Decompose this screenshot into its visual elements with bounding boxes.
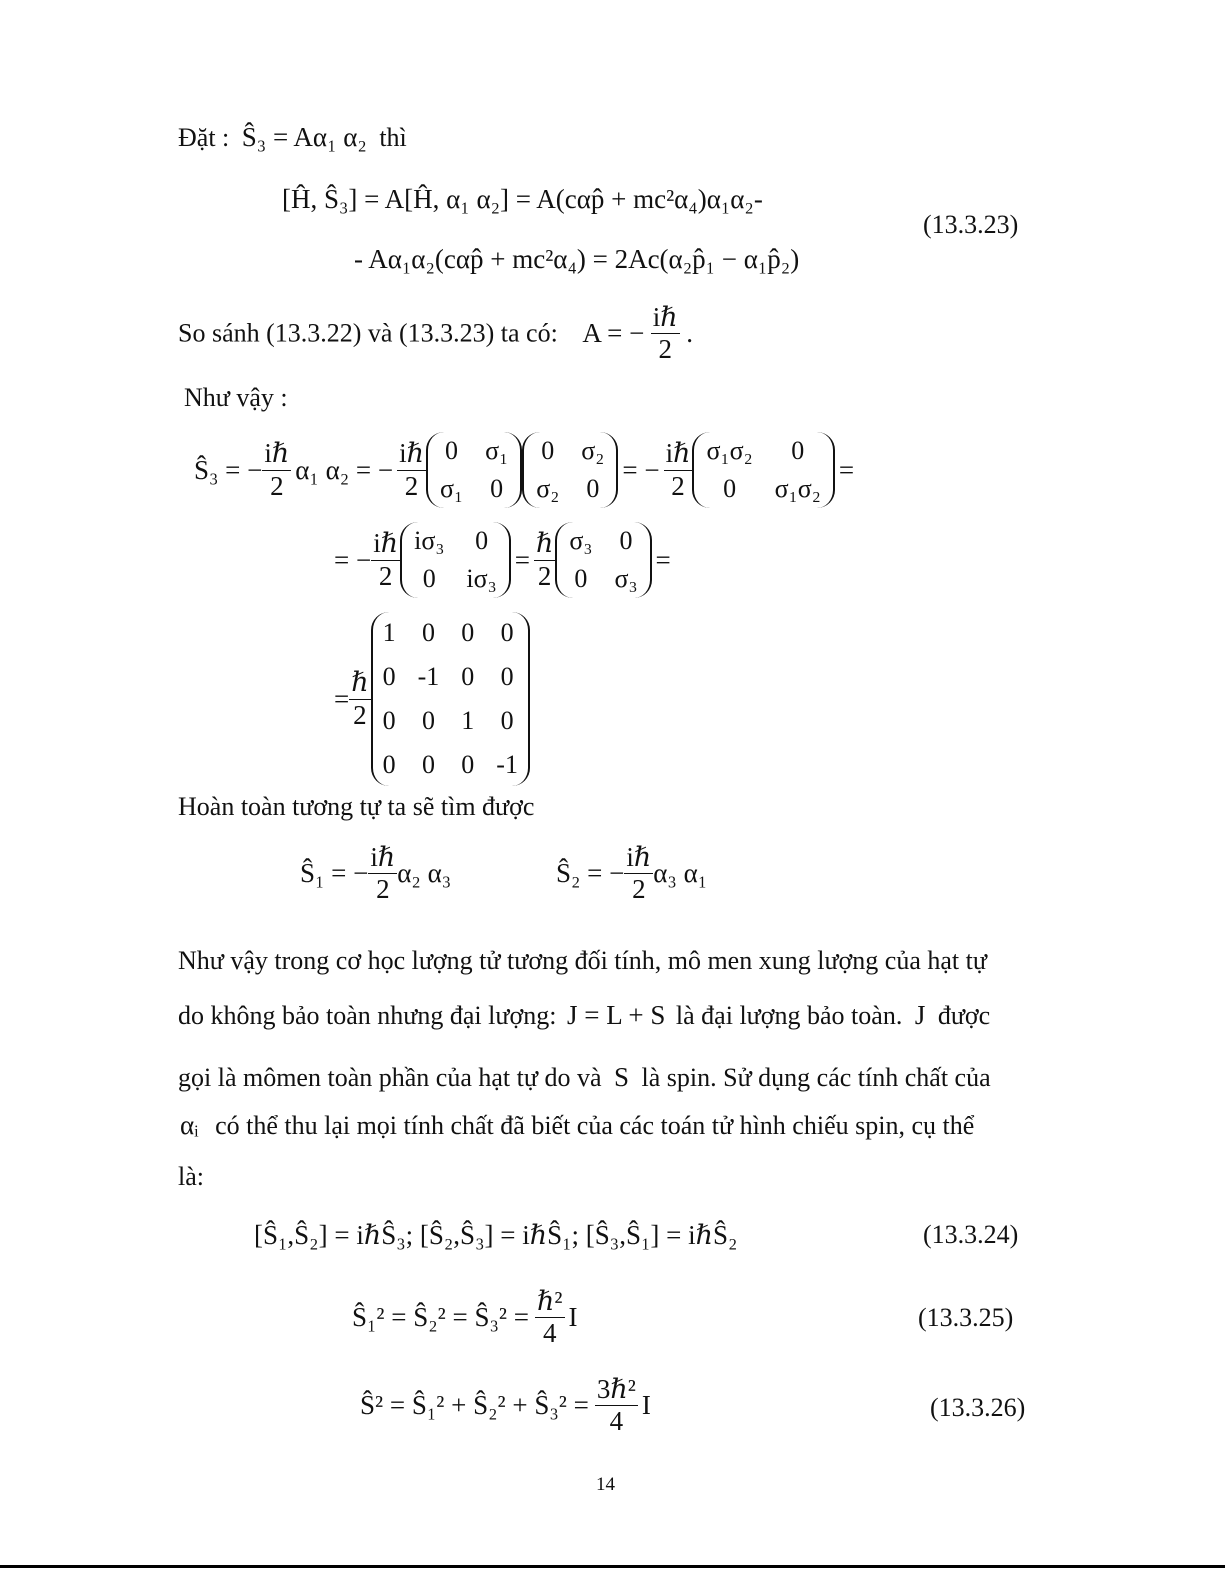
para-line5: là: [178, 1162, 204, 1191]
matrix-cell: 0 [421, 706, 435, 735]
eq24-number: (13.3.24) [923, 1220, 1019, 1249]
para-l4-text: có thể thu lại mọi tính chất đã biết của các toán tử hình chiếu spin, cụ thể [215, 1111, 975, 1140]
eq23-row2: - Aα₁α₂(cαp̂ + mc²α₄) = 2Ac(α₂p̂₁ − α₁p̂₂) [354, 244, 800, 274]
matrix-cell: 0 [461, 750, 475, 779]
s1-equation [300, 842, 451, 905]
matrix-4x4 [371, 612, 530, 786]
matrix-cell: 1 [382, 618, 396, 647]
matrix-cell: iσ₃ [414, 526, 445, 555]
s3-row1 [194, 432, 854, 508]
para-l4-alpha: αᵢ [180, 1110, 199, 1140]
matrix-cell: 0 [461, 618, 475, 647]
matrix-cell: 0 [490, 474, 504, 503]
page-number: 14 [596, 1474, 615, 1495]
matrix-cell: 0 [445, 436, 459, 465]
para-l3-text: gọi là mômen toàn phần của hạt tự do và [178, 1063, 602, 1092]
para-l2-J: J [914, 1000, 926, 1030]
compare-num: iℏ [651, 302, 680, 334]
s3-f6-den: 2 [353, 699, 367, 730]
bottom-rule [0, 1565, 1225, 1568]
s3-f2-den: 2 [404, 470, 419, 501]
eq26-body [360, 1374, 651, 1437]
s3-mid: = − [622, 454, 660, 485]
eq25-tail: I [568, 1302, 578, 1333]
matrix-cell: 0 [382, 706, 396, 735]
para-l2-equation: J = L + S [566, 1000, 666, 1030]
s3-frac4 [371, 528, 400, 591]
dat-tail: thì [379, 123, 407, 152]
s1-num: iℏ [368, 842, 397, 874]
matrix-cell: 0 [461, 662, 475, 691]
matrix-cell: 0 [421, 750, 435, 779]
s3-end: = [838, 454, 855, 485]
matrix-cell: σ₂ [536, 474, 560, 503]
matrix-cell: 0 [422, 564, 436, 593]
para-l2-text2: là đại lượng bảo toàn. [675, 1001, 903, 1030]
matrix-cell: 0 [500, 662, 514, 691]
s1-lhs: Ŝ₁ = − [300, 858, 369, 889]
matrix-cell: 0 [421, 618, 435, 647]
s2-num: iℏ [624, 842, 653, 874]
eq26-fraction [595, 1374, 638, 1437]
dat-equation: Ŝ₃ = Aα₁ α₂ [241, 122, 367, 152]
s2-tail: α₃ α₁ [653, 858, 708, 889]
eq25-body [352, 1286, 578, 1349]
matrix-alpha2 [522, 432, 618, 508]
matrix-cell: σ₂ [581, 436, 605, 465]
matrix-cell: 1 [461, 706, 475, 735]
matrix-cell: σ₁ [485, 436, 509, 465]
matrix-cell: σ₃ [614, 564, 638, 593]
para-line1: Như vậy trong cơ học lượng tử tương đối tính, mô men xung lượng của hạt tự [178, 946, 987, 975]
s3-f3-num: iℏ [664, 438, 693, 470]
matrix-cell: σ₁σ₂ [706, 436, 753, 465]
compare-line [178, 302, 693, 365]
s3-frac1 [262, 438, 291, 501]
s3-f2-num: iℏ [397, 438, 426, 470]
matrix-cell: iσ₃ [466, 564, 497, 593]
eq26-den: 4 [609, 1406, 624, 1437]
matrix-cell: 0 [382, 750, 396, 779]
matrix-cell: 0 [475, 526, 489, 555]
s2-lhs: Ŝ₂ = − [556, 858, 625, 889]
matrix-cell: -1 [496, 750, 518, 779]
eq23-number: (13.3.23) [923, 210, 1019, 239]
dat-label: Đặt : [178, 123, 230, 152]
s1-fraction [368, 842, 397, 905]
compare-fraction [651, 302, 680, 365]
eq25-number: (13.3.25) [918, 1303, 1014, 1332]
s2-equation [556, 842, 707, 905]
eq26-tail: I [641, 1390, 651, 1421]
matrix-cell: σ₁ [440, 474, 464, 503]
s3-frac6 [349, 667, 370, 730]
nhu-vay-label: Như vậy : [184, 383, 288, 412]
compare-dot: . [686, 318, 693, 349]
matrix-sigma3 [555, 522, 651, 598]
para-line4 [180, 1110, 974, 1141]
compare-text: So sánh (13.3.22) và (13.3.23) ta có: [178, 318, 558, 348]
para-line2 [178, 1000, 990, 1031]
hoan-toan-line: Hoàn toàn tương tự ta sẽ tìm được [178, 792, 535, 821]
matrix-cell: 0 [500, 618, 514, 647]
s3-f1-den: 2 [270, 470, 284, 501]
eq23-row1: [Ĥ, Ŝ₃] = A[Ĥ, α₁ α₂] = A(cαp̂ + mc²α₄)α₁α₂- [282, 184, 763, 214]
s3-row2-lhs: = − [334, 544, 372, 575]
para-line3 [178, 1062, 991, 1093]
eq26-lhs: Ŝ² = Ŝ₁² + Ŝ₂² + Ŝ₃² = [360, 1390, 589, 1421]
s3-f3-den: 2 [671, 470, 685, 501]
matrix-cell: 0 [382, 662, 396, 691]
matrix-cell: 0 [723, 474, 737, 503]
eq26-number: (13.3.26) [930, 1393, 1026, 1422]
eq25-den: 4 [543, 1318, 557, 1349]
matrix-isigma3 [400, 522, 511, 598]
matrix-cell: 0 [619, 526, 633, 555]
para-l2-text: do không bảo toàn nhưng đại lượng: [178, 1001, 557, 1030]
s2-den: 2 [632, 874, 646, 905]
eq26-num: 3ℏ² [595, 1374, 638, 1406]
s3-row2-mid: = [514, 544, 530, 575]
matrix-cell: -1 [417, 662, 440, 691]
dat-line [178, 122, 407, 153]
matrix-cell: 0 [574, 564, 588, 593]
s3-part1: α₁ α₂ = − [295, 454, 394, 485]
matrix-cell: σ₁σ₂ [774, 474, 821, 503]
s3-row2-end: = [655, 544, 671, 575]
s3-row3-lhs: = [334, 683, 350, 714]
s3-f5-num: ℏ [534, 528, 555, 560]
eq24-body: [Ŝ₁,Ŝ₂] = iℏŜ₃; [Ŝ₂,Ŝ₃] = iℏŜ₁; [Ŝ₃,Ŝ₁] = iℏŜ₂ [254, 1220, 738, 1250]
s3-frac2 [397, 438, 426, 501]
matrix-cell: 0 [791, 436, 805, 465]
s3-lhs: Ŝ₃ = − [194, 454, 263, 485]
para-l3-text2: là spin. Sử dụng các tính chất của [641, 1063, 991, 1092]
s3-f6-num: ℏ [349, 667, 370, 699]
s3-f4-den: 2 [378, 560, 393, 591]
s1-den: 2 [376, 874, 390, 905]
matrix-sigma12 [692, 432, 834, 508]
s3-row3 [334, 612, 530, 786]
s3-f1-num: iℏ [262, 438, 291, 470]
eq25-num: ℏ² [535, 1286, 564, 1318]
matrix-cell: σ₃ [569, 526, 593, 555]
matrix-cell: 0 [541, 436, 555, 465]
para-l3-S: S [613, 1062, 630, 1092]
s3-frac5 [534, 528, 555, 591]
s2-fraction [624, 842, 653, 905]
s1-tail: α₂ α₃ [397, 858, 452, 889]
s3-f5-den: 2 [537, 560, 552, 591]
s3-row2 [334, 522, 671, 598]
para-l2-text3: được [937, 1001, 991, 1030]
compare-den: 2 [658, 334, 672, 365]
matrix-cell: 0 [586, 474, 600, 503]
eq25-lhs: Ŝ₁² = Ŝ₂² = Ŝ₃² = [352, 1302, 530, 1333]
matrix-alpha1 [426, 432, 522, 508]
s3-f4-num: iℏ [371, 528, 400, 560]
eq25-fraction [535, 1286, 564, 1349]
matrix-cell: 0 [500, 706, 514, 735]
compare-lhs: A = − [582, 318, 645, 349]
s3-frac3 [664, 438, 693, 501]
